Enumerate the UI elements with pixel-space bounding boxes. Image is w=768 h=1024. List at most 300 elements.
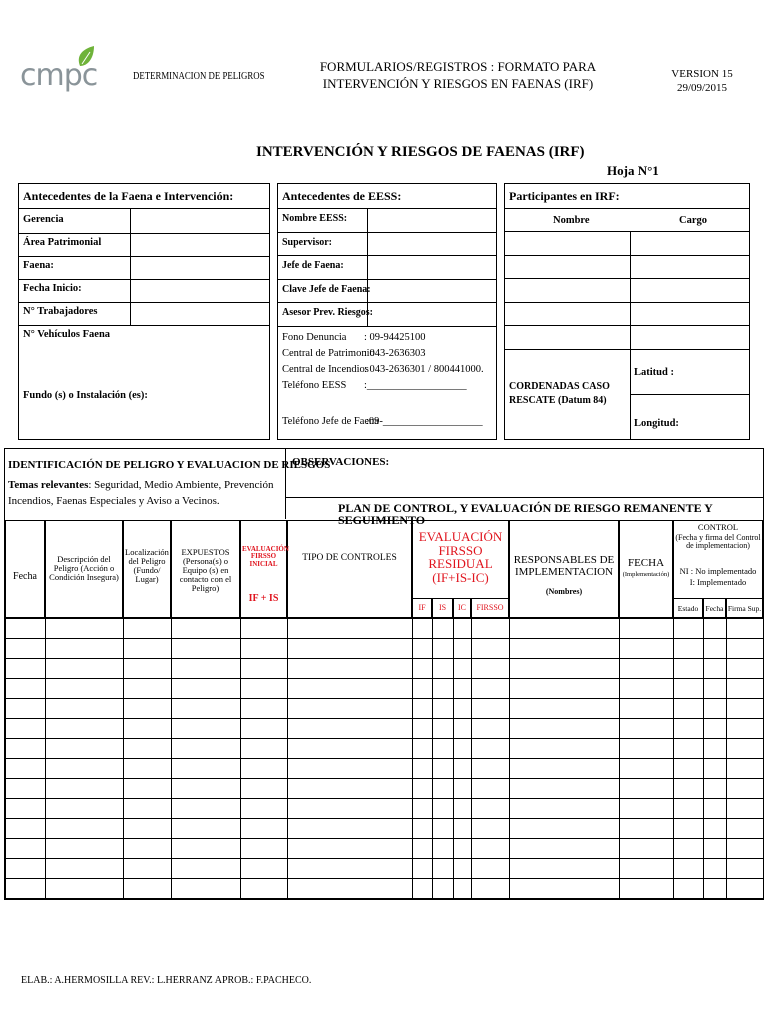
table-cell[interactable] <box>413 879 433 899</box>
faena-field-label: Gerencia <box>23 214 64 225</box>
hazard-data-grid <box>5 618 764 899</box>
table-cell[interactable] <box>704 699 727 719</box>
table-cell[interactable] <box>413 719 433 739</box>
table-cell[interactable] <box>413 639 433 659</box>
table-cell[interactable] <box>727 639 764 659</box>
table-cell[interactable] <box>674 759 704 779</box>
table-cell[interactable] <box>674 619 704 639</box>
table-cell[interactable] <box>704 619 727 639</box>
subcol-sub-is <box>432 598 453 618</box>
table-cell[interactable] <box>454 779 472 799</box>
table-cell[interactable] <box>6 779 46 799</box>
contact-value: : 09-94425100 <box>364 332 426 343</box>
table-cell[interactable] <box>620 799 674 819</box>
sheet-number: Hoja N°1 <box>607 163 659 178</box>
table-cell[interactable] <box>704 639 727 659</box>
table-cell[interactable] <box>288 639 413 659</box>
eess-field-label: Supervisor: <box>282 236 332 248</box>
participants-section <box>504 183 750 440</box>
table-cell[interactable] <box>288 779 413 799</box>
table-cell[interactable] <box>472 679 510 699</box>
col-text-fecha-impl-sub: (Implementación) <box>622 571 670 578</box>
table-cell[interactable] <box>124 619 172 639</box>
subcol-label: IC <box>458 603 466 612</box>
latitude-label: Latitud : <box>634 367 674 378</box>
table-cell[interactable] <box>433 839 454 859</box>
col-text-responsables-sub: (Nombres) <box>545 587 583 596</box>
table-cell[interactable] <box>674 799 704 819</box>
table-cell[interactable] <box>472 739 510 759</box>
table-cell[interactable] <box>124 799 172 819</box>
col-header-fecha <box>5 520 45 618</box>
subcol-label: IS <box>438 603 447 612</box>
table-cell[interactable] <box>704 839 727 859</box>
fundo-label: Fundo (s) o Instalación (es): <box>23 390 148 401</box>
table-cell[interactable] <box>472 859 510 879</box>
table-cell[interactable] <box>472 659 510 679</box>
col-text-localizacion: Localización del Peligro (Fundo/ Lugar) <box>125 547 169 584</box>
table-cell[interactable] <box>727 739 764 759</box>
table-cell[interactable] <box>727 699 764 719</box>
table-cell[interactable] <box>172 679 241 699</box>
table-cell[interactable] <box>433 859 454 879</box>
table-cell[interactable] <box>472 759 510 779</box>
table-cell[interactable] <box>472 639 510 659</box>
table-cell[interactable] <box>241 759 288 779</box>
identification-heading: IDENTIFICACIÓN DE PELIGRO Y EVALUACION DE RIESGOS <box>8 459 331 471</box>
table-cell[interactable] <box>413 799 433 819</box>
table-cell[interactable] <box>454 739 472 759</box>
subcol-label: Estado <box>677 604 699 613</box>
eess-field-label: Clave Jefe de Faena: <box>282 283 371 295</box>
table-cell[interactable] <box>620 639 674 659</box>
table-cell[interactable] <box>241 879 288 899</box>
table-cell[interactable] <box>413 659 433 679</box>
table-cell[interactable] <box>241 739 288 759</box>
contact-label: Fono Denuncia <box>282 332 347 343</box>
participants-heading: Participantes en IRF: <box>509 189 620 203</box>
col-text-expuestos: EXPUESTOS (Persona(s) o Equipo (s) en contacto con el Peligro) <box>179 547 232 593</box>
table-cell[interactable] <box>433 759 454 779</box>
table-cell[interactable] <box>46 719 124 739</box>
col-text-responsables: RESPONSABLES DE IMPLEMENTACION <box>513 554 615 578</box>
table-cell[interactable] <box>454 799 472 819</box>
table-cell[interactable] <box>124 879 172 899</box>
table-cell[interactable] <box>413 819 433 839</box>
table-cell[interactable] <box>172 759 241 779</box>
table-cell[interactable] <box>46 679 124 699</box>
table-cell[interactable] <box>46 859 124 879</box>
table-cell[interactable] <box>241 659 288 679</box>
table-cell[interactable] <box>510 799 620 819</box>
table-cell[interactable] <box>454 639 472 659</box>
table-cell[interactable] <box>413 739 433 759</box>
col-text-fecha-impl: FECHA <box>627 557 665 569</box>
subcol-fecha-ctrl <box>703 598 726 618</box>
faena-heading: Antecedentes de la Faena e Intervención: <box>23 189 234 203</box>
table-cell[interactable] <box>124 819 172 839</box>
table-cell[interactable] <box>6 639 46 659</box>
subcol-label: IF <box>418 603 426 612</box>
table-cell[interactable] <box>46 799 124 819</box>
table-cell[interactable] <box>124 639 172 659</box>
table-cell[interactable] <box>510 859 620 879</box>
table-cell[interactable] <box>124 699 172 719</box>
table-cell[interactable] <box>472 799 510 819</box>
table-cell[interactable] <box>510 719 620 739</box>
subcol-firma <box>726 598 763 618</box>
table-cell[interactable] <box>172 659 241 679</box>
table-cell[interactable] <box>704 779 727 799</box>
table-cell[interactable] <box>413 619 433 639</box>
observations-label: OBSERVACIONES: <box>292 456 390 468</box>
table-cell[interactable] <box>288 719 413 739</box>
faena-field-label: Fecha Inicio: <box>23 283 82 294</box>
table-cell[interactable] <box>674 839 704 859</box>
eess-heading: Antecedentes de EESS: <box>282 189 402 203</box>
faena-field-label: N° Vehículos Faena <box>23 329 111 340</box>
table-cell[interactable] <box>704 679 727 699</box>
table-cell[interactable] <box>172 619 241 639</box>
table-cell[interactable] <box>510 619 620 639</box>
table-cell[interactable] <box>620 779 674 799</box>
table-cell[interactable] <box>727 819 764 839</box>
table-cell[interactable] <box>288 879 413 899</box>
table-cell[interactable] <box>727 879 764 899</box>
table-row <box>6 619 764 639</box>
table-cell[interactable] <box>288 679 413 699</box>
col-text-control-title: CONTROL <box>697 522 739 532</box>
table-row <box>6 819 764 839</box>
table-row <box>6 839 764 859</box>
table-cell[interactable] <box>454 719 472 739</box>
table-cell[interactable] <box>433 799 454 819</box>
table-cell[interactable] <box>727 759 764 779</box>
table-cell[interactable] <box>727 679 764 699</box>
table-cell[interactable] <box>288 739 413 759</box>
table-cell[interactable] <box>510 819 620 839</box>
table-cell[interactable] <box>241 859 288 879</box>
table-cell[interactable] <box>727 859 764 879</box>
eess-field-label: Asesor Prev. Riesgos: <box>282 307 374 318</box>
faena-field-label: Área Patrimonial <box>23 237 102 248</box>
faena-field-label: N° Trabajadores <box>23 306 98 317</box>
table-cell[interactable] <box>472 779 510 799</box>
area-label: DETERMINACION DE PELIGROS <box>133 70 265 82</box>
table-cell[interactable] <box>620 699 674 719</box>
table-cell[interactable] <box>241 679 288 699</box>
table-cell[interactable] <box>727 799 764 819</box>
table-row <box>6 879 764 899</box>
table-cell[interactable] <box>510 659 620 679</box>
table-cell[interactable] <box>124 719 172 739</box>
table-cell[interactable] <box>620 619 674 639</box>
table-cell[interactable] <box>620 759 674 779</box>
table-cell[interactable] <box>674 739 704 759</box>
table-row <box>6 859 764 879</box>
table-cell[interactable] <box>413 859 433 879</box>
col-header-tipo-controles <box>287 520 412 618</box>
table-cell[interactable] <box>727 659 764 679</box>
table-cell[interactable] <box>6 759 46 779</box>
table-cell[interactable] <box>472 819 510 839</box>
table-cell[interactable] <box>727 619 764 639</box>
table-cell[interactable] <box>172 819 241 839</box>
table-cell[interactable] <box>704 739 727 759</box>
col-text-descripcion: Descripción del Peligro (Acción o Condición Insegura) <box>49 554 119 582</box>
table-cell[interactable] <box>433 739 454 759</box>
table-cell[interactable] <box>454 679 472 699</box>
table-cell[interactable] <box>241 779 288 799</box>
subcol-label: FIRSSO <box>476 603 504 612</box>
faena-section <box>18 183 270 440</box>
table-cell[interactable] <box>433 679 454 699</box>
table-cell[interactable] <box>704 859 727 879</box>
table-cell[interactable] <box>510 839 620 859</box>
plan-title: PLAN DE CONTROL, Y EVALUACIÓN DE RIESGO REMANENTE Y SEGUIMIENTO <box>338 501 713 527</box>
table-cell[interactable] <box>288 799 413 819</box>
table-cell[interactable] <box>727 779 764 799</box>
version: VERSION 15 <box>671 68 733 80</box>
table-cell[interactable] <box>472 719 510 739</box>
table-cell[interactable] <box>454 839 472 859</box>
table-cell[interactable] <box>510 679 620 699</box>
table-cell[interactable] <box>433 659 454 679</box>
table-cell[interactable] <box>674 859 704 879</box>
table-cell[interactable] <box>674 699 704 719</box>
table-cell[interactable] <box>6 679 46 699</box>
table-cell[interactable] <box>454 659 472 679</box>
col-text-tipo-controles: TIPO DE CONTROLES <box>302 553 397 563</box>
table-cell[interactable] <box>510 879 620 899</box>
topics: Temas relevantes: Seguridad, Medio Ambiente, Prevención Incendios, Faenas Especiales y Aviso a Vecinos. <box>8 479 274 507</box>
contact-value: :09-___________________ <box>366 416 483 427</box>
table-cell[interactable] <box>46 699 124 719</box>
table-cell[interactable] <box>433 879 454 899</box>
table-cell[interactable] <box>433 779 454 799</box>
subcol-label: Fecha <box>705 604 724 613</box>
contact-value: : 043-2636301 / 800441000. <box>364 364 484 375</box>
table-cell[interactable] <box>46 779 124 799</box>
subcol-sub-ic <box>453 598 471 618</box>
table-cell[interactable] <box>433 619 454 639</box>
table-cell[interactable] <box>6 799 46 819</box>
table-cell[interactable] <box>472 839 510 859</box>
col-text-eval-residual-formula: (IF+IS-IC) <box>432 570 489 585</box>
table-cell[interactable] <box>413 699 433 719</box>
table-cell[interactable] <box>454 699 472 719</box>
table-cell[interactable] <box>413 679 433 699</box>
table-row <box>6 719 764 739</box>
table-cell[interactable] <box>46 879 124 899</box>
eess-field-label: Nombre EESS: <box>282 213 348 224</box>
table-cell[interactable] <box>288 659 413 679</box>
table-cell[interactable] <box>6 659 46 679</box>
faena-field-label: Faena: <box>23 260 54 271</box>
version-date: 29/09/2015 <box>676 82 728 94</box>
table-cell[interactable] <box>46 619 124 639</box>
table-cell[interactable] <box>241 839 288 859</box>
table-cell[interactable] <box>46 839 124 859</box>
col-text-control-desc: (Fecha y firma del Control de implementacion) <box>675 533 761 551</box>
table-cell[interactable] <box>124 759 172 779</box>
table-cell[interactable] <box>172 799 241 819</box>
table-cell[interactable] <box>172 779 241 799</box>
table-cell[interactable] <box>6 619 46 639</box>
table-cell[interactable] <box>454 879 472 899</box>
table-cell[interactable] <box>454 859 472 879</box>
subcol-sub-firsso <box>471 598 509 618</box>
contact-value: : 043-2636303 <box>364 348 426 359</box>
table-cell[interactable] <box>433 819 454 839</box>
eess-field-label: Jefe de Faena: <box>282 260 344 271</box>
table-cell[interactable] <box>454 819 472 839</box>
contact-label: Teléfono EESS <box>282 380 347 391</box>
table-cell[interactable] <box>472 619 510 639</box>
table-cell[interactable] <box>46 819 124 839</box>
table-cell[interactable] <box>124 659 172 679</box>
table-cell[interactable] <box>727 839 764 859</box>
form-title: FORMULARIOS/REGISTROS : FORMATO PARA INTERVENCIÓN Y RIESGOS EN FAENAS (IRF) <box>319 59 597 91</box>
col-text-fecha: Fecha <box>13 571 37 582</box>
longitude-label: Longitud: <box>634 418 679 429</box>
table-cell[interactable] <box>6 699 46 719</box>
table-cell[interactable] <box>433 699 454 719</box>
table-cell[interactable] <box>704 819 727 839</box>
table-cell[interactable] <box>288 759 413 779</box>
table-cell[interactable] <box>454 619 472 639</box>
col-text-eval-inicial-formula: IF + IS <box>248 593 279 604</box>
table-cell[interactable] <box>46 759 124 779</box>
table-cell[interactable] <box>6 719 46 739</box>
table-cell[interactable] <box>620 679 674 699</box>
table-cell[interactable] <box>124 859 172 879</box>
table-row <box>6 739 764 759</box>
table-cell[interactable] <box>674 679 704 699</box>
table-cell[interactable] <box>704 659 727 679</box>
col-name: Nombre <box>553 215 590 226</box>
table-cell[interactable] <box>241 819 288 839</box>
eess-section <box>277 183 497 440</box>
subcol-estado <box>673 598 703 618</box>
table-cell[interactable] <box>124 679 172 699</box>
table-cell[interactable] <box>674 659 704 679</box>
table-row <box>6 659 764 679</box>
table-cell[interactable] <box>172 639 241 659</box>
subcol-sub-if <box>412 598 432 618</box>
table-cell[interactable] <box>510 779 620 799</box>
col-text-control-i: I: Implementado <box>689 577 747 587</box>
table-cell[interactable] <box>6 879 46 899</box>
table-cell[interactable] <box>454 759 472 779</box>
col-text-control-ni: NI : No implementado <box>679 566 757 576</box>
col-text-eval-residual: EVALUACIÓN FIRSSO RESIDUAL <box>418 529 503 572</box>
table-row <box>6 679 764 699</box>
table-cell[interactable] <box>172 699 241 719</box>
table-cell[interactable] <box>620 859 674 879</box>
table-cell[interactable] <box>704 879 727 899</box>
table-cell[interactable] <box>172 879 241 899</box>
table-cell[interactable] <box>413 759 433 779</box>
table-cell[interactable] <box>241 699 288 719</box>
table-cell[interactable] <box>288 839 413 859</box>
table-row <box>6 699 764 719</box>
table-cell[interactable] <box>46 659 124 679</box>
table-cell[interactable] <box>241 719 288 739</box>
table-cell[interactable] <box>46 739 124 759</box>
table-cell[interactable] <box>6 819 46 839</box>
table-cell[interactable] <box>433 719 454 739</box>
table-cell[interactable] <box>674 819 704 839</box>
contact-label: Central de Incendios <box>282 364 369 375</box>
table-cell[interactable] <box>510 699 620 719</box>
doc-title: INTERVENCIÓN Y RIESGOS DE FAENAS (IRF) <box>256 144 585 160</box>
table-cell[interactable] <box>620 819 674 839</box>
table-cell[interactable] <box>510 739 620 759</box>
table-cell[interactable] <box>241 639 288 659</box>
table-cell[interactable] <box>6 839 46 859</box>
table-cell[interactable] <box>704 759 727 779</box>
table-cell[interactable] <box>172 839 241 859</box>
table-cell[interactable] <box>433 639 454 659</box>
table-cell[interactable] <box>288 859 413 879</box>
cmpc-logo: cmpc <box>18 44 98 99</box>
table-cell[interactable] <box>620 719 674 739</box>
subcol-label: Firma Sup. <box>727 604 762 613</box>
table-cell[interactable] <box>620 659 674 679</box>
table-cell[interactable] <box>172 859 241 879</box>
table-cell[interactable] <box>704 719 727 739</box>
table-cell[interactable] <box>472 879 510 899</box>
table-cell[interactable] <box>288 619 413 639</box>
table-cell[interactable] <box>124 839 172 859</box>
table-cell[interactable] <box>241 619 288 639</box>
table-cell[interactable] <box>704 799 727 819</box>
table-cell[interactable] <box>674 719 704 739</box>
table-cell[interactable] <box>241 799 288 819</box>
table-cell[interactable] <box>674 879 704 899</box>
table-cell[interactable] <box>620 839 674 859</box>
contact-value: :___________________ <box>364 380 467 391</box>
table-cell[interactable] <box>288 699 413 719</box>
table-cell[interactable] <box>620 739 674 759</box>
table-cell[interactable] <box>510 639 620 659</box>
table-cell[interactable] <box>6 739 46 759</box>
table-cell[interactable] <box>674 779 704 799</box>
table-cell[interactable] <box>510 759 620 779</box>
table-cell[interactable] <box>124 739 172 759</box>
table-row <box>6 779 764 799</box>
footer-signatures: ELAB.: A.HERMOSILLA REV.: L.HERRANZ APROB.: F.PACHECO. <box>21 975 312 986</box>
table-cell[interactable] <box>46 639 124 659</box>
table-cell[interactable] <box>172 739 241 759</box>
table-cell[interactable] <box>472 699 510 719</box>
contact-label: Teléfono Jefe de Faena <box>282 416 379 427</box>
table-row <box>6 639 764 659</box>
col-role: Cargo <box>679 215 707 226</box>
table-cell[interactable] <box>172 719 241 739</box>
table-cell[interactable] <box>727 719 764 739</box>
table-cell[interactable] <box>288 819 413 839</box>
col-text-eval-inicial: EVALUACIÓN FIRSSO INICIAL <box>242 545 289 568</box>
table-cell[interactable] <box>413 839 433 859</box>
table-cell[interactable] <box>124 779 172 799</box>
table-row <box>6 799 764 819</box>
table-cell[interactable] <box>6 859 46 879</box>
table-cell[interactable] <box>620 879 674 899</box>
table-cell[interactable] <box>674 639 704 659</box>
table-cell[interactable] <box>413 779 433 799</box>
